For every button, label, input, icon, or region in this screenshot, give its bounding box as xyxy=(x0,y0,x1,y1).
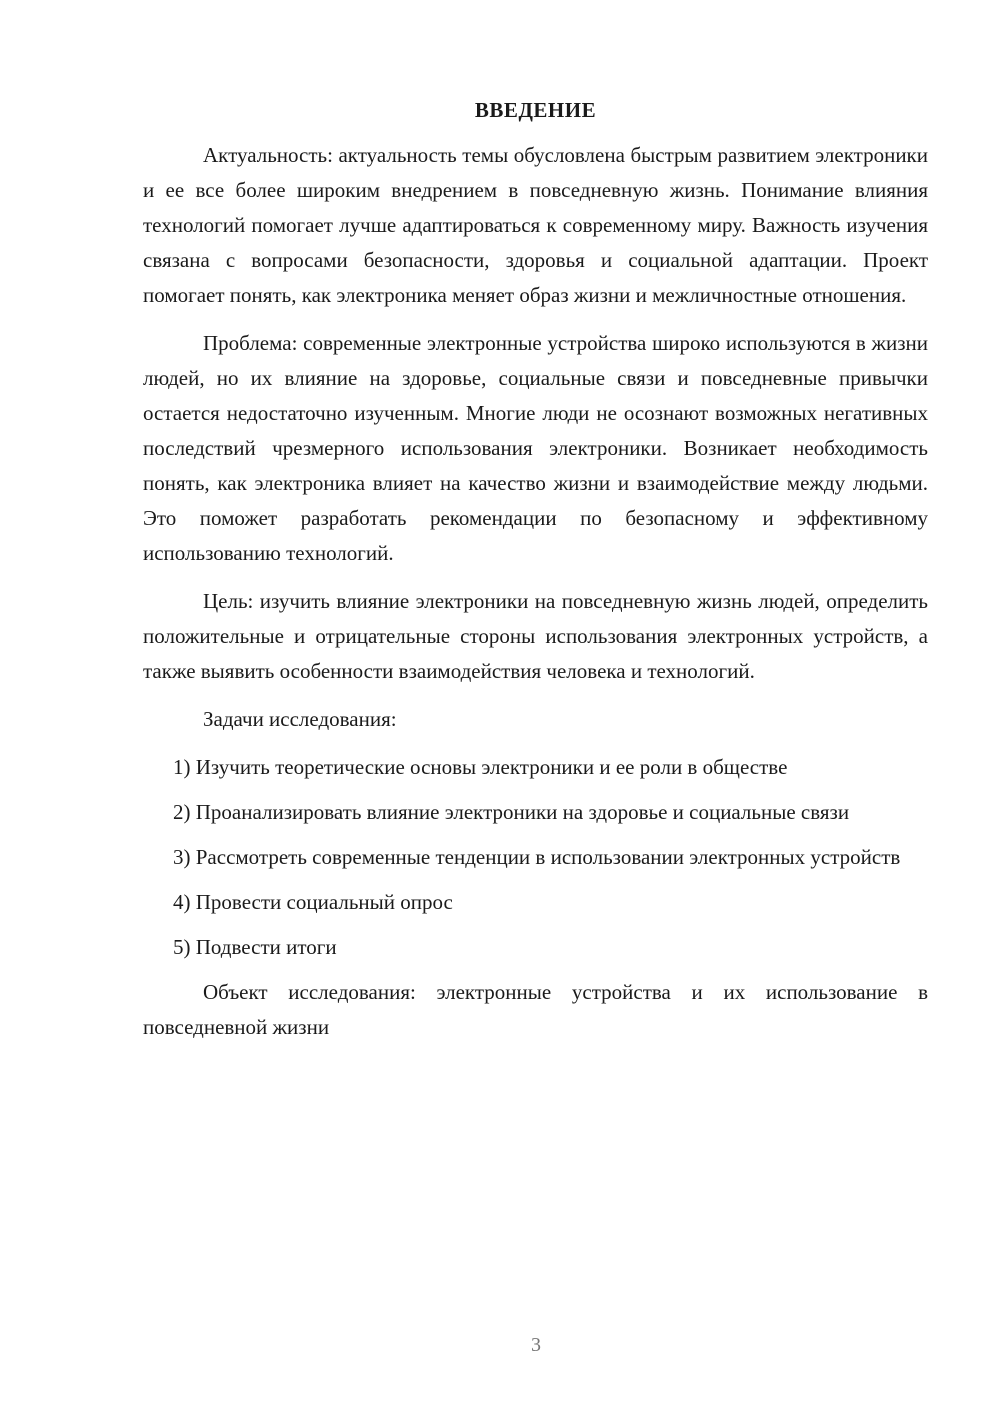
problem-paragraph: Проблема: современные электронные устройства широко используются в жизни людей, но их влияние на здоровье, социальные связи и повседневные привычки остается недостаточно изученным. Многие люди не осознают возможных негативных последствий чрезмерного использования электроники. Возникает необходимость понять, как электроника влияет на качество жизни и взаимодействие между людьми. Это поможет разработать рекомендации по безопасному и эффективному использованию технологий. xyxy=(143,331,928,565)
task-item: 4) Провести социальный опрос xyxy=(173,890,453,914)
goal-paragraph: Цель: изучить влияние электроники на повседневную жизнь людей, определить положительные и отрицательные стороны использования электронных устройств, а также выявить особенности взаимодействия человека и технологий. xyxy=(143,589,928,683)
task-item: 2) Проанализировать влияние электроники на здоровье и социальные связи xyxy=(173,800,850,824)
relevance-paragraph: Актуальность: актуальность темы обусловлена быстрым развитием электроники и ее все более широким внедрением в повседневную жизнь. Понимание влияния технологий помогает лучше адаптироваться к современному миру. Важность изучения связана с вопросами безопасности, здоровья и социальной адаптации. Проект помогает понять, как электроника меняет образ жизни и межличностные отношения. xyxy=(143,143,928,307)
page-title: ВВЕДЕНИЕ xyxy=(474,98,597,122)
task-item: 1) Изучить теоретические основы электроники и ее роли в обществе xyxy=(173,755,788,779)
page-content xyxy=(143,92,928,1058)
task-item: 5) Подвести итоги xyxy=(173,935,337,959)
tasks-heading: Задачи исследования: xyxy=(203,707,397,731)
page-number: 3 xyxy=(531,1334,541,1356)
object-paragraph: Объект исследования: электронные устройства и их использование в повседневной жизни xyxy=(143,980,928,1039)
task-item: 3) Рассмотреть современные тенденции в использовании электронных устройств xyxy=(173,845,901,869)
